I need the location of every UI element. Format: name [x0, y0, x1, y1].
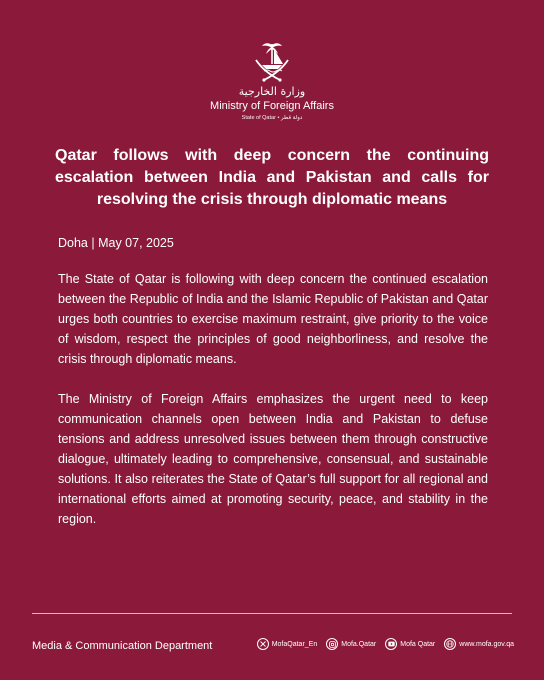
globe-icon	[444, 638, 456, 650]
social-link-website[interactable]	[444, 638, 514, 650]
youtube-icon	[385, 638, 397, 650]
social-label-x: MofaQatar_En	[271, 640, 318, 648]
social-link-x[interactable]	[257, 638, 318, 650]
state-separator: •	[277, 115, 281, 121]
footer-divider	[32, 613, 512, 614]
social-link-instagram[interactable]	[326, 638, 376, 650]
department-name: Media & Communication Department	[32, 640, 213, 652]
x-icon	[257, 638, 269, 650]
ministry-name-arabic: وزارة الخارجية	[238, 85, 306, 98]
social-label-website: www.mofa.gov.qa	[459, 640, 514, 648]
state-line	[242, 115, 303, 121]
social-label-youtube: Mofa Qatar	[400, 640, 436, 648]
body-paragraph-2: The Ministry of Foreign Affairs emphasizes the urgent need to keep communication channels open between India and Pakistan to defuse tensions and address unresolved issues between them through constructive dialogue, ultimately leading to comprehensive, consensual, and sustainable solutions. It also reiterates the State of Qatar’s full support for all regional and international efforts aimed at promoting security, peace, and stability in the region.	[58, 392, 488, 526]
social-links	[257, 638, 514, 650]
dateline: Doha | May 07, 2025	[58, 236, 174, 250]
state-name-arabic: دولة قطر	[280, 115, 303, 121]
headline: Qatar follows with deep concern the continuing escalation between India and Pakistan and calls for resolving the crisis through diplomatic means	[55, 147, 489, 208]
ministry-name-english: Ministry of Foreign Affairs	[210, 100, 334, 112]
social-label-instagram: Mofa.Qatar	[341, 640, 377, 648]
qatar-emblem-icon	[250, 40, 294, 84]
ministry-emblem	[0, 40, 544, 121]
social-link-youtube[interactable]	[385, 638, 435, 650]
state-name-english: State of Qatar	[241, 115, 276, 121]
body-paragraph-1: The State of Qatar is following with deep concern the continued escalation between the Republic of India and the Islamic Republic of Pakistan and Qatar urges both countries to exercise maximum restraint, give priority to the voice of wisdom, respect the principles of good neighborliness, and resolve the crisis through diplomatic means.	[58, 272, 488, 366]
instagram-icon	[326, 638, 338, 650]
